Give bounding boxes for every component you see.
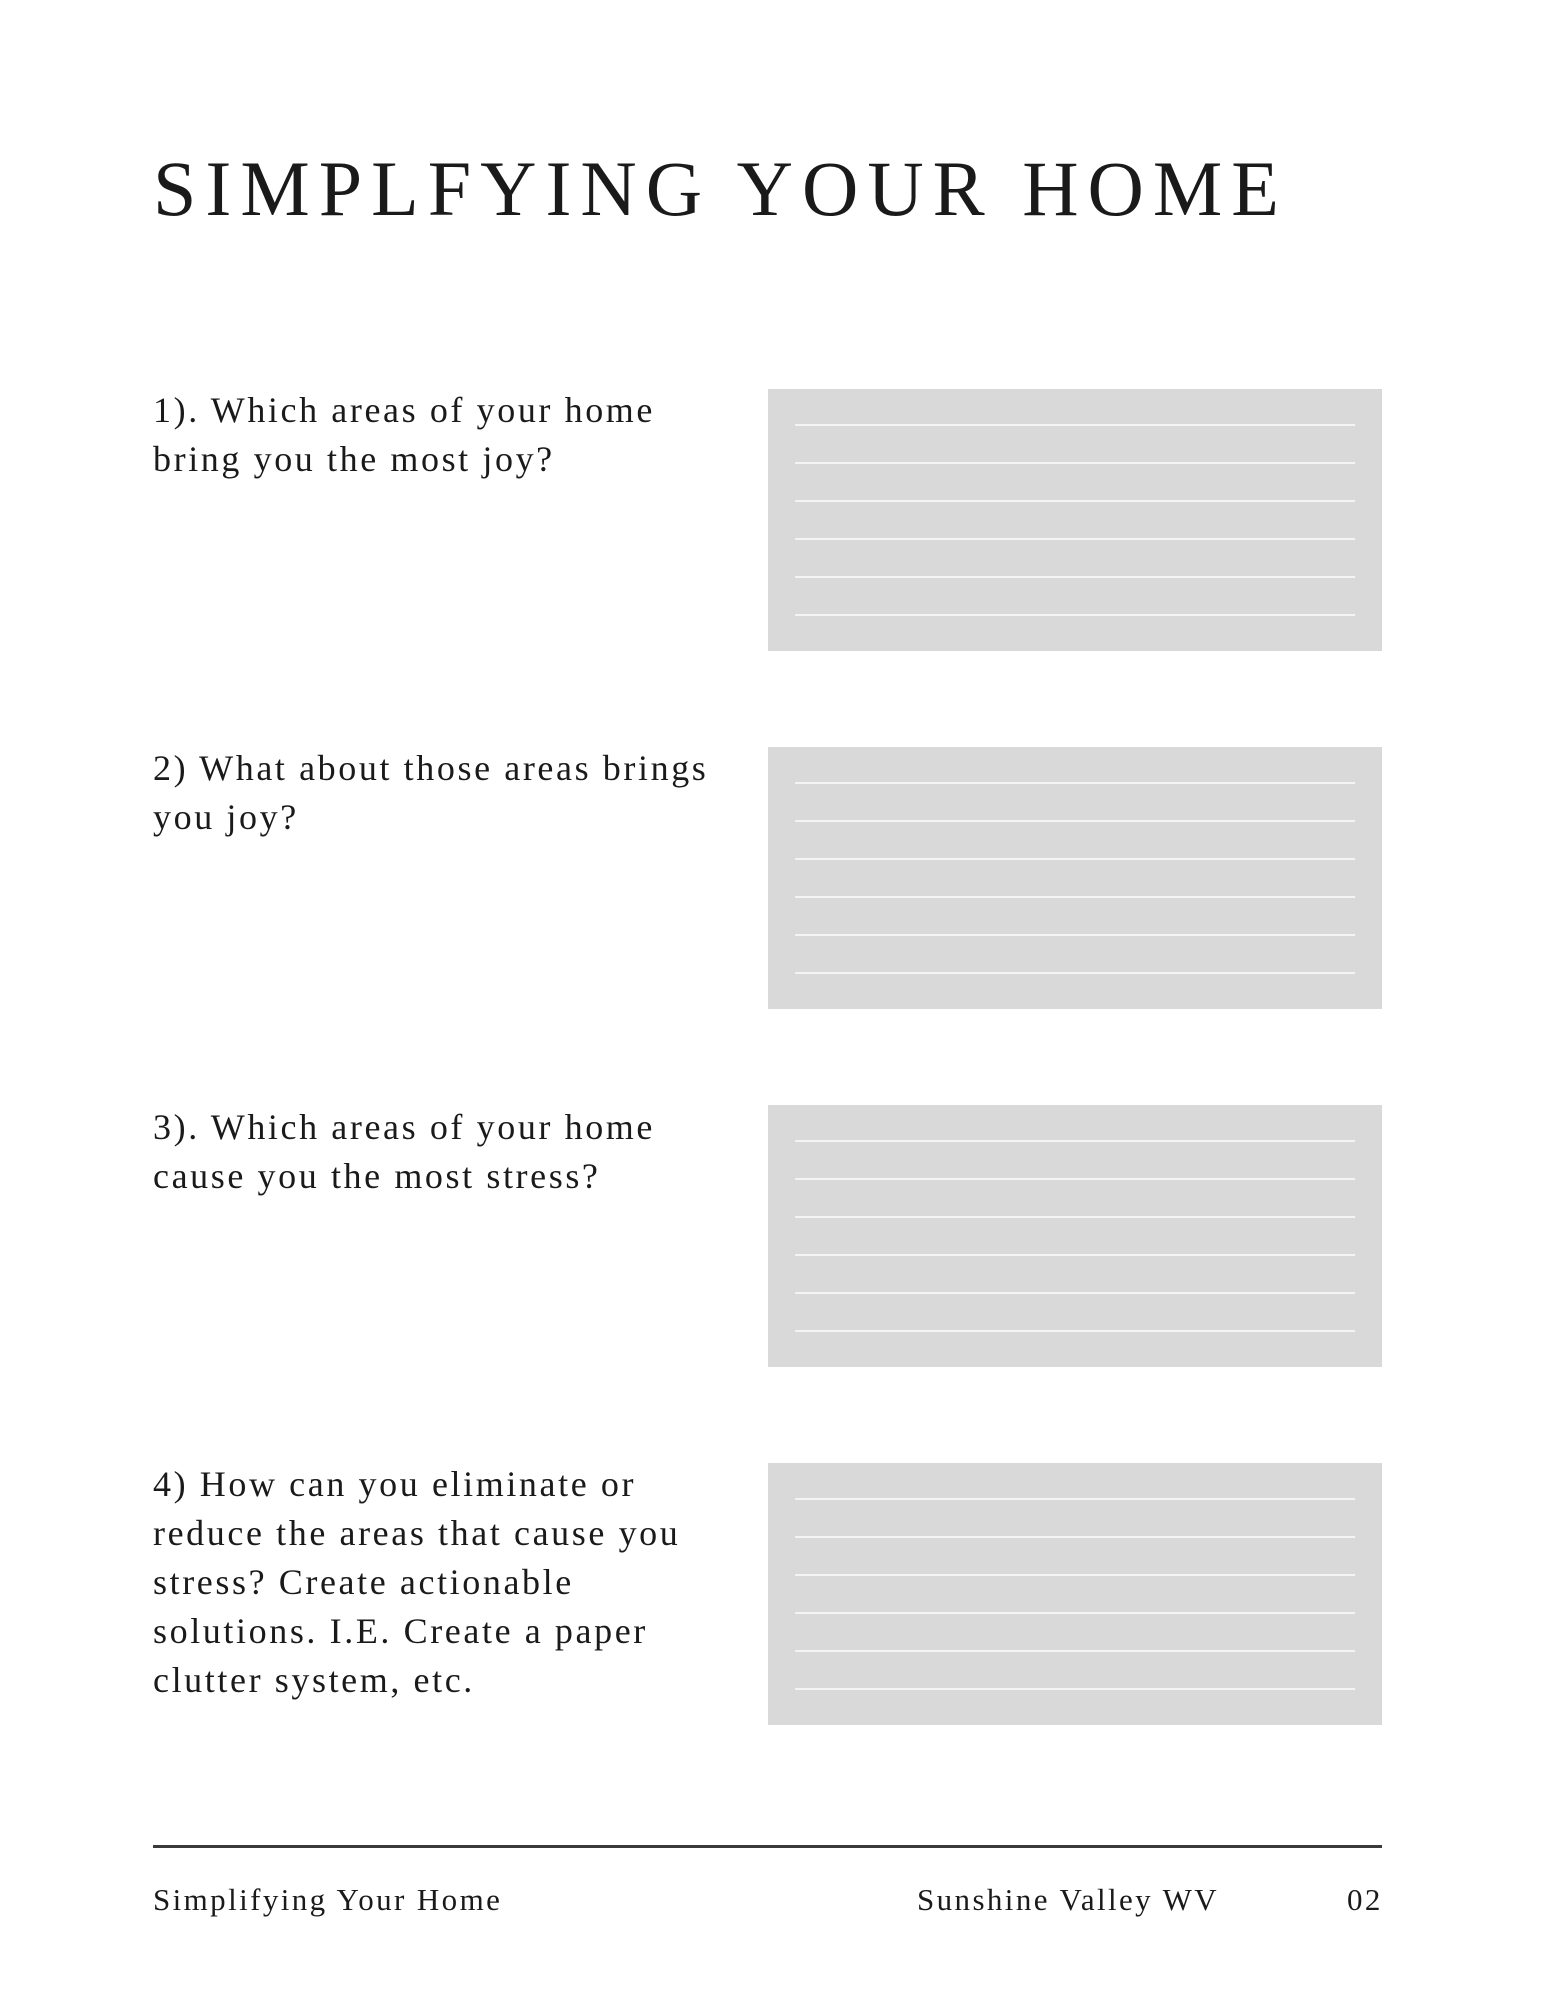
answer-line bbox=[795, 1612, 1355, 1614]
answer-box-1[interactable] bbox=[768, 389, 1382, 651]
answer-line bbox=[795, 500, 1355, 502]
answer-line bbox=[795, 972, 1355, 974]
question-4-text: 4) How can you eliminate or reduce the areas that cause you stress? Create actionable solutions. I.E. Create a paper clutter system, etc. bbox=[153, 1464, 681, 1700]
answer-line bbox=[795, 858, 1355, 860]
question-3-text: 3). Which areas of your home cause you the most stress? bbox=[153, 1107, 655, 1196]
question-2-text: 2) What about those areas brings you joy? bbox=[153, 748, 709, 837]
answer-line bbox=[795, 1574, 1355, 1576]
answer-line bbox=[795, 1216, 1355, 1218]
footer-divider bbox=[153, 1845, 1382, 1848]
answer-line bbox=[795, 576, 1355, 578]
footer-document-title: Simplifying Your Home bbox=[153, 1882, 503, 1917]
answer-line bbox=[795, 934, 1355, 936]
answer-box-2[interactable] bbox=[768, 747, 1382, 1009]
answer-line bbox=[795, 424, 1355, 426]
answer-line bbox=[795, 1254, 1355, 1256]
answer-box-4[interactable] bbox=[768, 1463, 1382, 1725]
answer-line bbox=[795, 820, 1355, 822]
answer-line bbox=[795, 1498, 1355, 1500]
answer-box-3[interactable] bbox=[768, 1105, 1382, 1367]
answer-line bbox=[795, 538, 1355, 540]
answer-line bbox=[795, 1140, 1355, 1142]
answer-line bbox=[795, 1292, 1355, 1294]
answer-line bbox=[795, 462, 1355, 464]
answer-line bbox=[795, 1330, 1355, 1332]
footer-location: Sunshine Valley WV bbox=[917, 1882, 1220, 1917]
question-1-text: 1). Which areas of your home bring you the most joy? bbox=[153, 390, 655, 479]
answer-line bbox=[795, 1536, 1355, 1538]
footer-page-number: 02 bbox=[1347, 1882, 1383, 1917]
answer-line bbox=[795, 1650, 1355, 1652]
answer-line bbox=[795, 1688, 1355, 1690]
page-title: SIMPLFYING YOUR HOME bbox=[153, 145, 1288, 232]
answer-line bbox=[795, 1178, 1355, 1180]
answer-line bbox=[795, 614, 1355, 616]
answer-line bbox=[795, 782, 1355, 784]
answer-line bbox=[795, 896, 1355, 898]
